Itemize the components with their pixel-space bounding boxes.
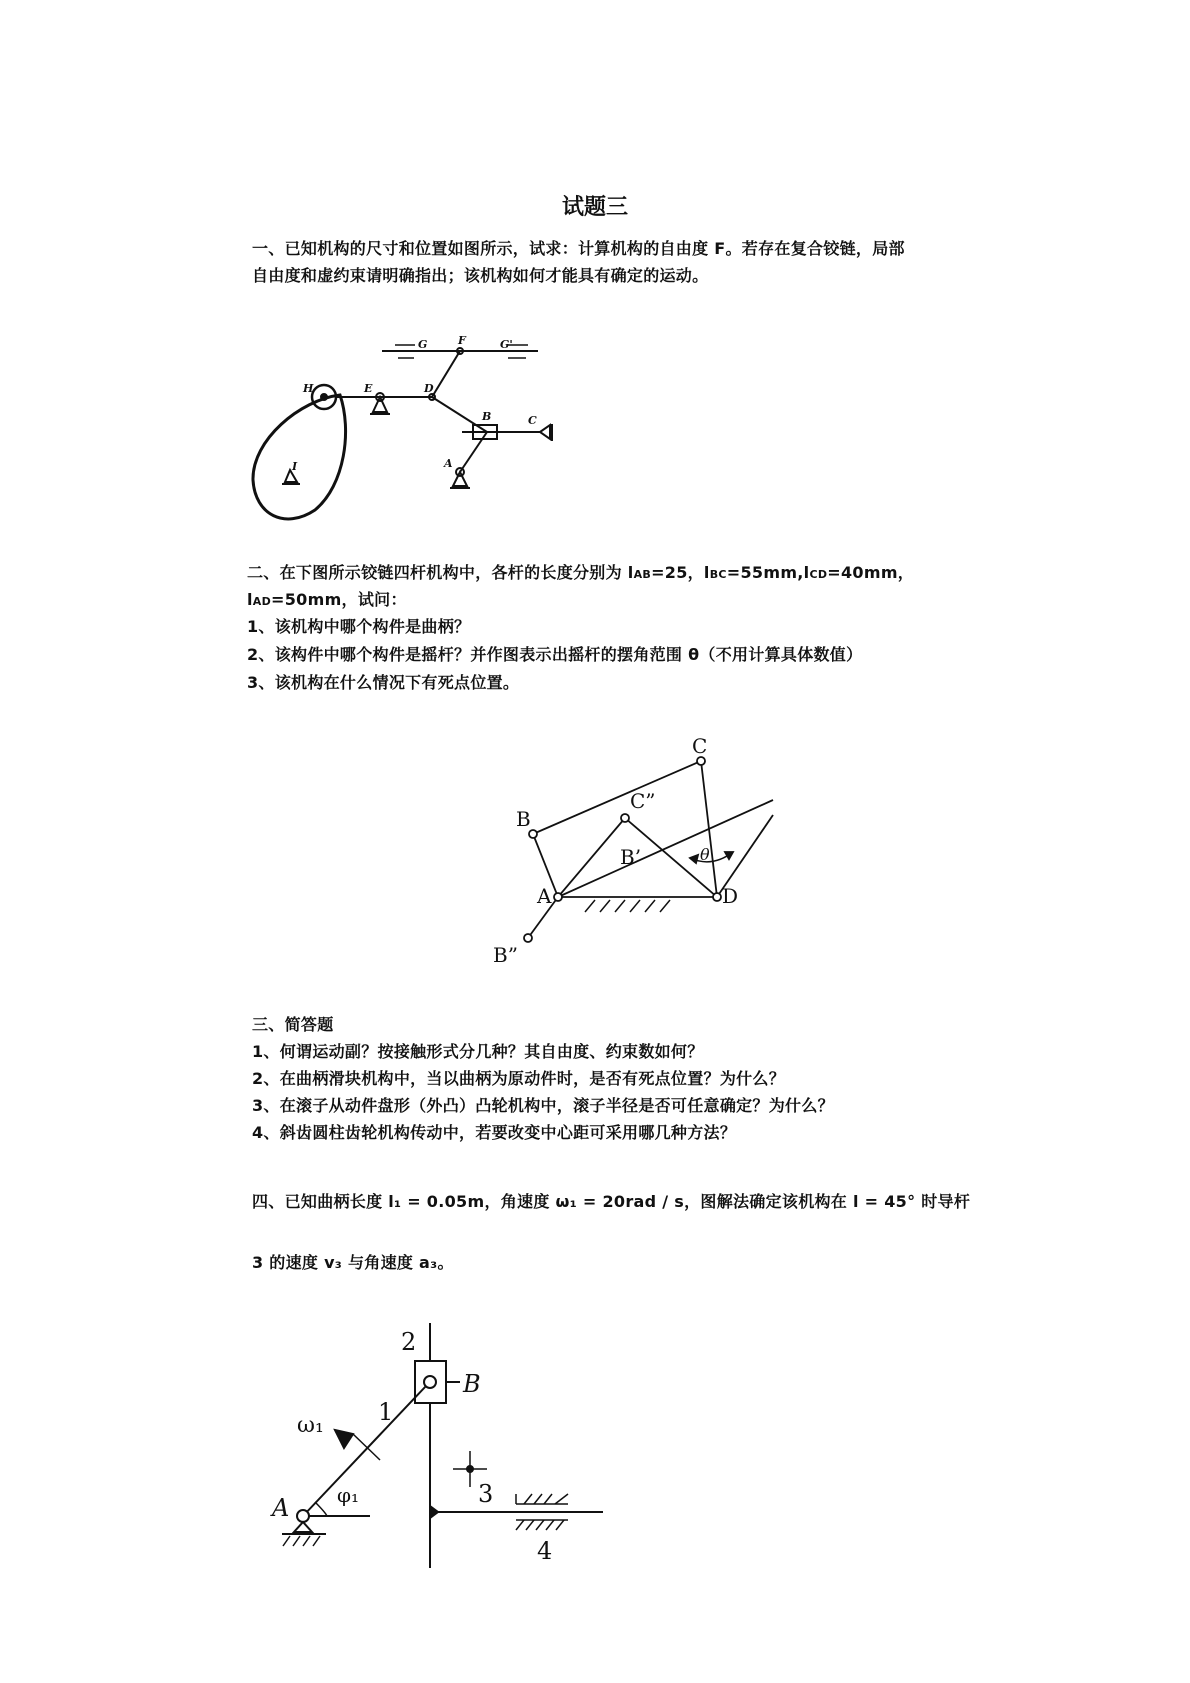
q4-line1: 四、已知曲柄长度 l₁ = 0.05m，角速度 ω₁ = 20rad / s，图解法确定该机构在 l = 45° 时导杆 xyxy=(252,1192,971,1211)
q3-item1: 1、何谓运动副？按接触形式分几种？其自由度、约束数如何？ xyxy=(252,1042,704,1061)
fig4-label-a: A xyxy=(272,1494,290,1522)
fig1-label-g: G xyxy=(418,338,428,351)
fig1-label-b: B xyxy=(482,410,492,423)
fig2-label-theta: θ xyxy=(700,845,710,864)
fig1-label-g2: G' xyxy=(500,338,513,351)
fig2-label-d: D xyxy=(722,884,739,908)
q1-line2: 自由度和虚约束请明确指出；该机构如何才能具有确定的运动。 xyxy=(252,266,709,285)
fig4-label-2: 2 xyxy=(401,1328,417,1356)
q1-line1: 一、已知机构的尺寸和位置如图所示，试求：计算机构的自由度 F。若存在复合铰链，局部 xyxy=(252,239,905,258)
fig1-label-f: F xyxy=(458,334,466,347)
q4-line2: 3 的速度 v₃ 与角速度 a₃。 xyxy=(252,1253,454,1272)
figure-2-fourbar xyxy=(524,757,773,942)
figure-1-mechanism xyxy=(253,345,552,519)
q2-line2: lAD=50mm，试问： xyxy=(247,590,407,609)
fig1-label-a: A xyxy=(444,457,453,470)
q2-line1: 二、在下图所示铰链四杆机构中，各杆的长度分别为 lAB=25，lBC=55mm,lCD=40mm， xyxy=(247,563,915,582)
fig4-label-1: 1 xyxy=(378,1398,394,1426)
fig2-label-c: C xyxy=(692,734,708,758)
fig4-label-omega: ω₁ xyxy=(297,1413,324,1438)
q3-item2: 2、在曲柄滑块机构中，当以曲柄为原动件时，是否有死点位置？为什么？ xyxy=(252,1069,786,1088)
link-db xyxy=(432,397,487,432)
fig2-label-b1: B’ xyxy=(620,845,642,869)
cam-profile xyxy=(253,395,346,519)
fig1-label-i: I xyxy=(292,460,298,473)
q2-item1: 1、该机构中哪个构件是曲柄？ xyxy=(247,617,471,636)
link-df xyxy=(432,351,460,397)
fig4-label-3: 3 xyxy=(478,1480,494,1508)
q3-item4: 4、斜齿圆柱齿轮机构传动中，若要改变中心距可采用哪几种方法？ xyxy=(252,1123,737,1142)
q2-item2: 2、该构件中哪个构件是摇杆？并作图表示出摇杆的摆角范围 θ（不用计算具体数值） xyxy=(247,645,863,664)
fig2-label-a: A xyxy=(537,884,552,908)
q3-item3: 3、在滚子从动件盘形（外凸）凸轮机构中，滚子半径是否可任意确定？为什么？ xyxy=(252,1096,834,1115)
fig2-label-b: B xyxy=(516,807,531,831)
fig4-label-b: B xyxy=(463,1370,481,1398)
crank-1 xyxy=(303,1386,426,1516)
fig2-label-b2: B” xyxy=(493,943,518,967)
fig4-label-phi: φ₁ xyxy=(337,1483,360,1507)
q3-heading: 三、简答题 xyxy=(252,1015,334,1034)
fig1-label-h: H xyxy=(303,382,314,395)
page-title: 试题三 xyxy=(561,195,628,220)
figure-4-guide xyxy=(282,1323,603,1568)
fig1-label-c: C xyxy=(528,414,537,427)
fig4-label-4: 4 xyxy=(537,1537,553,1565)
q2-item3: 3、该机构在什么情况下有死点位置。 xyxy=(247,673,520,692)
fig1-label-e: E xyxy=(364,382,373,395)
fig1-label-d: D xyxy=(424,382,434,395)
slider-2 xyxy=(415,1361,446,1403)
fig2-label-c2: C” xyxy=(630,789,656,813)
